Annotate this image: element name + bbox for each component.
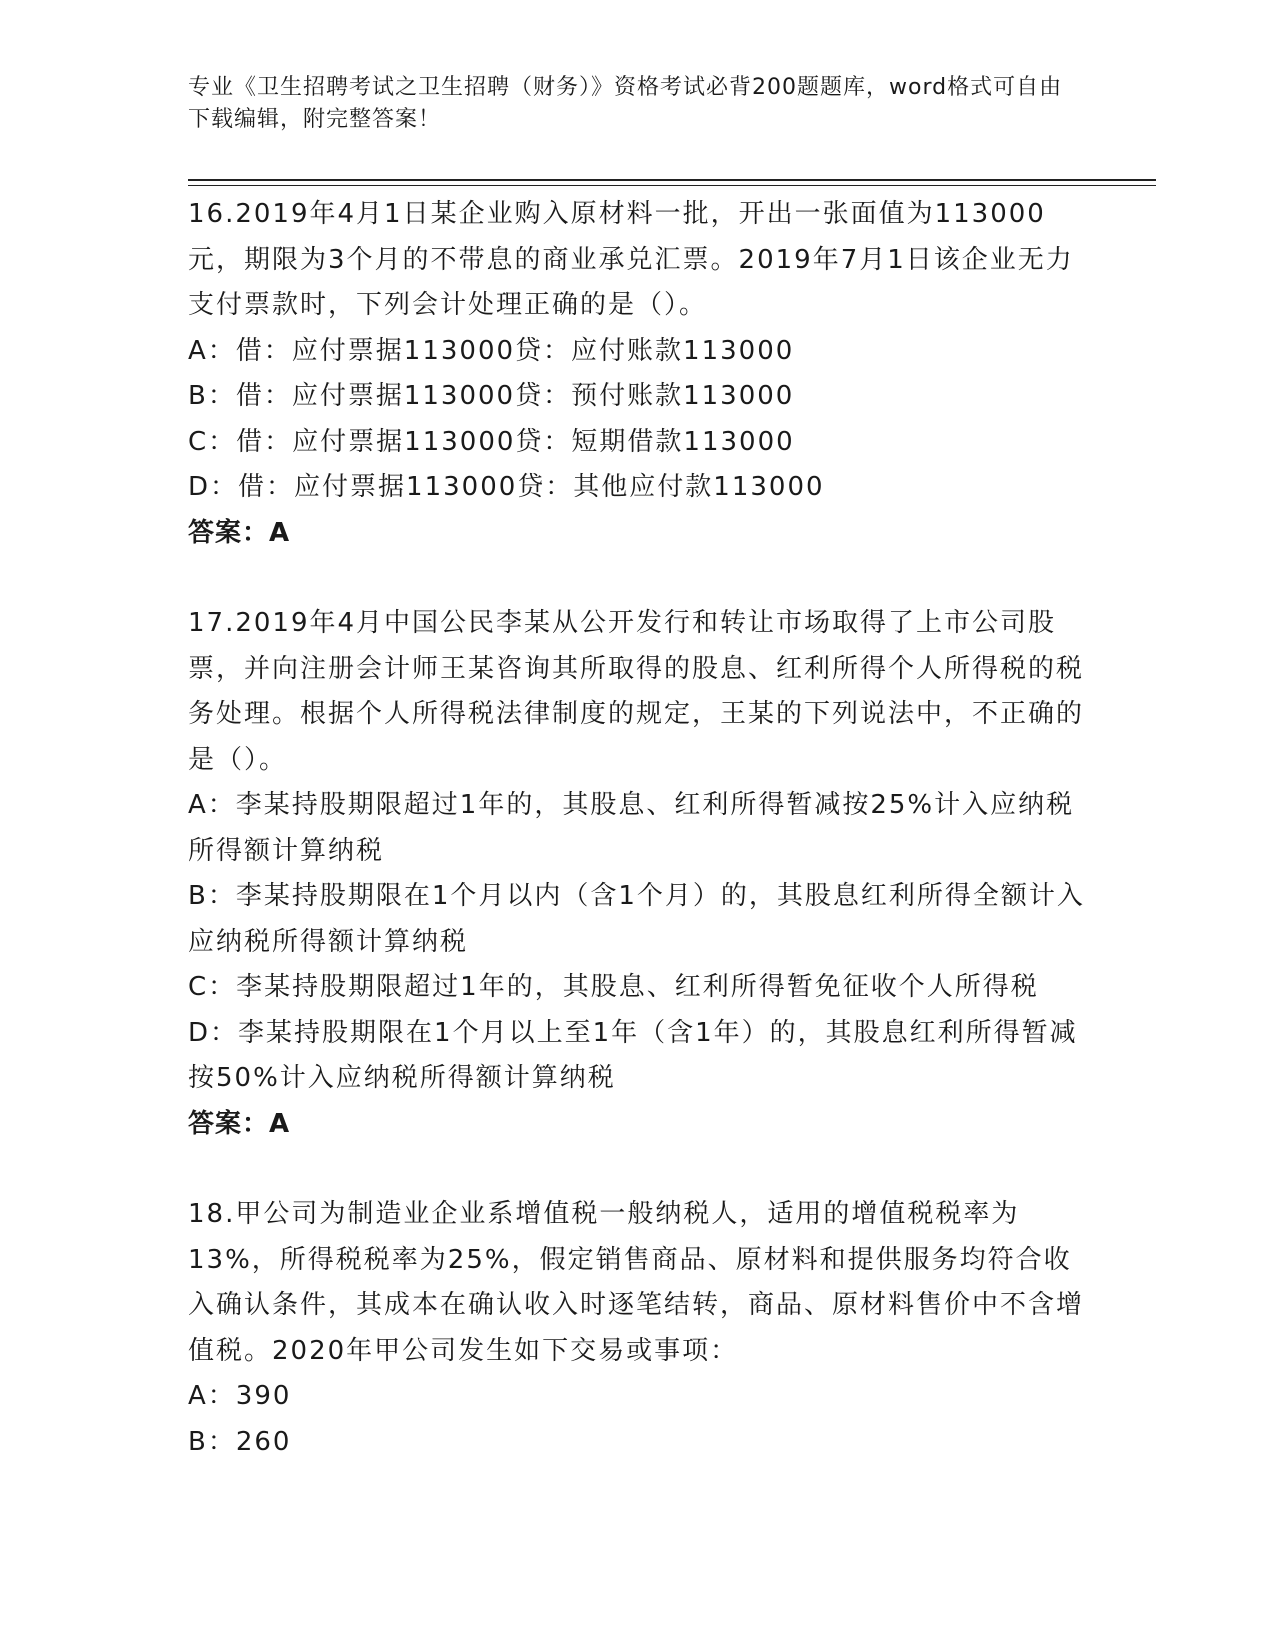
page-header: 专业《卫生招聘考试之卫生招聘（财务）》资格考试必背200题题库，word格式可自由下载编辑，附完整答案！: [188, 75, 1063, 132]
option-a: A：李某持股期限超过1年的，其股息、红利所得暂减按25%计入应纳税所得额计算纳税: [188, 790, 1075, 866]
answer: 答案：A: [188, 1108, 291, 1139]
option-b: B：借：应付票据113000贷：预付账款113000: [188, 381, 795, 411]
option-a: A：390: [188, 1381, 292, 1411]
question-16: [188, 192, 1088, 556]
question-stem: 17.2019年4月中国公民李某从公开发行和转让市场取得了上市公司股票，并向注册会计师王某咨询其所取得的股息、红利所得个人所得税的税务处理。根据个人所得税法律制度的规定，王某的下列说法中，不正确的是（）。: [188, 608, 1085, 775]
option-b: B：李某持股期限在1个月以内（含1个月）的，其股息红利所得全额计入应纳税所得额计算纳税: [188, 881, 1085, 957]
question-18: [188, 1192, 1088, 1465]
option-c: C：李某持股期限超过1年的，其股息、红利所得暂免征收个人所得税: [188, 972, 1039, 1002]
answer: 答案：A: [188, 517, 291, 548]
question-spacer: [188, 1147, 1088, 1192]
option-c: C：借：应付票据113000贷：短期借款113000: [188, 426, 795, 457]
header-rule-thick: [188, 179, 1156, 181]
question-17: [188, 601, 1088, 1147]
option-d: D：李某持股期限在1个月以上至1年（含1年）的，其股息红利所得暂减按50%计入应纳税所得额计算纳税: [188, 1017, 1078, 1093]
option-a: A：借：应付票据113000贷：应付账款113000: [188, 335, 795, 366]
option-b: B：260: [188, 1426, 292, 1457]
question-spacer: [188, 556, 1088, 601]
header-rule-thin: [188, 185, 1156, 186]
question-list: [188, 192, 1088, 1465]
question-stem: 18.甲公司为制造业企业系增值税一般纳税人，适用的增值税税率为13%，所得税税率为25%，假定销售商品、原材料和提供服务均符合收入确认条件，其成本在确认收入时逐笔结转，商品、原材料售价中不含增值税。2020年甲公司发生如下交易或事项：: [188, 1199, 1085, 1366]
question-stem: 16.2019年4月1日某企业购入原材料一批，开出一张面值为113000元，期限为3个月的不带息的商业承兑汇票。2019年7月1日该企业无力支付票款时，下列会计处理正确的是（）。: [188, 199, 1074, 320]
option-d: D：借：应付票据113000贷：其他应付款113000: [188, 472, 825, 502]
